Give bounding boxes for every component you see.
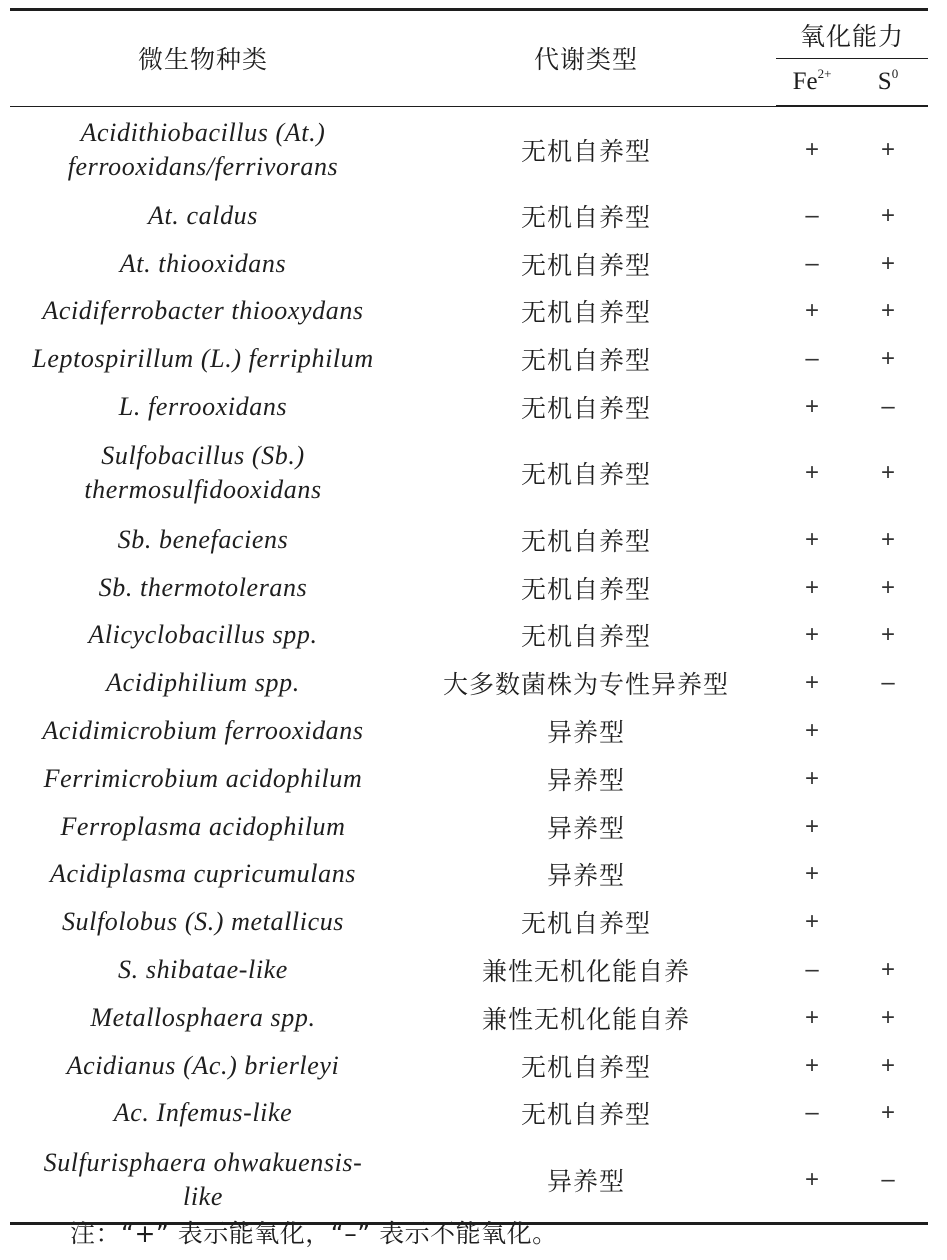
table-row bbox=[10, 383, 928, 431]
species-cell: S. shibatae-like bbox=[118, 955, 288, 985]
fe-cell: + bbox=[804, 525, 819, 553]
table-row bbox=[10, 240, 928, 288]
table-row bbox=[10, 288, 928, 336]
metabolism-cell: 异养型 bbox=[546, 861, 625, 891]
header-fe: $Fe^{2+}$ bbox=[776, 59, 848, 106]
microbe-table bbox=[10, 8, 928, 1225]
s-cell: + bbox=[880, 297, 895, 325]
metabolism-cell: 兼性无机化能自养 bbox=[481, 1004, 690, 1034]
fe-cell: + bbox=[804, 860, 819, 888]
fe-cell: – bbox=[805, 345, 819, 373]
s-cell bbox=[848, 707, 928, 755]
fe-cell: – bbox=[805, 249, 819, 277]
metabolism-cell: 无机自养型 bbox=[520, 250, 651, 280]
fe-cell: + bbox=[804, 135, 819, 163]
species-cell: Metallosphaera spp. bbox=[90, 1002, 316, 1032]
table-note: 注：“+” 表示能氧化，“–” 表示不能氧化。 bbox=[70, 1219, 558, 1248]
table-row bbox=[10, 612, 928, 660]
header-oxidation: 氧化能力 bbox=[776, 10, 928, 59]
fe-cell: + bbox=[804, 812, 819, 840]
species-cell: Alicyclobacillus spp. bbox=[88, 620, 318, 650]
s-cell bbox=[848, 898, 928, 946]
fe-cell: + bbox=[804, 669, 819, 697]
table-row bbox=[10, 1042, 928, 1090]
s-cell: + bbox=[880, 135, 895, 163]
s-cell: + bbox=[880, 345, 895, 373]
s-cell bbox=[848, 755, 928, 803]
fe-cell: + bbox=[776, 1137, 848, 1224]
species-cell: Leptospirillum (L.) ferriphilum bbox=[32, 344, 374, 374]
table-row bbox=[10, 335, 928, 383]
metabolism-cell: 无机自养型 bbox=[520, 298, 651, 328]
species-cell: Acidiphilium spp. bbox=[106, 668, 300, 698]
s-cell: + bbox=[880, 525, 895, 553]
fe-cell: + bbox=[804, 908, 819, 936]
table-row bbox=[10, 707, 928, 755]
s-cell: – bbox=[848, 1137, 928, 1224]
metabolism-cell: 无机自养型 bbox=[520, 346, 651, 376]
s-cell: + bbox=[880, 621, 895, 649]
header-species: 微生物种类 bbox=[10, 10, 396, 106]
s-cell: + bbox=[880, 459, 895, 487]
fe-cell: + bbox=[804, 621, 819, 649]
metabolism-cell: 无机自养型 bbox=[520, 460, 651, 490]
metabolism-cell: 兼性无机化能自养 bbox=[481, 957, 690, 987]
fe-cell: + bbox=[804, 573, 819, 601]
s-cell: – bbox=[881, 393, 895, 421]
table-row bbox=[10, 107, 928, 193]
header-metabolism: 代谢类型 bbox=[396, 10, 776, 106]
fe-cell: + bbox=[804, 764, 819, 792]
metabolism-cell: 异养型 bbox=[396, 1137, 776, 1224]
fe-cell: + bbox=[804, 297, 819, 325]
species-cell: Ferrimicrobium acidophilum bbox=[43, 763, 363, 793]
fe-cell: + bbox=[804, 1051, 819, 1079]
metabolism-cell: 无机自养型 bbox=[520, 574, 651, 604]
species-cell: At. caldus bbox=[148, 200, 258, 230]
metabolism-cell: 异养型 bbox=[546, 765, 625, 795]
metabolism-cell: 异养型 bbox=[546, 813, 625, 843]
s-cell bbox=[848, 851, 928, 899]
s-cell: + bbox=[880, 1003, 895, 1031]
fe-cell: – bbox=[805, 201, 819, 229]
species-cell: Acidiplasma cupricumulans bbox=[49, 859, 357, 889]
table-row bbox=[10, 192, 928, 240]
species-cell: Acidiferrobacter thiooxydans bbox=[42, 296, 364, 326]
table-row bbox=[10, 564, 928, 612]
table-row bbox=[10, 1137, 928, 1224]
species-cell: Acidimicrobium ferrooxidans bbox=[42, 716, 364, 746]
species-cell: L. ferrooxidans bbox=[118, 392, 288, 422]
species-cell: Sb. benefaciens bbox=[117, 524, 289, 554]
table-row bbox=[10, 659, 928, 707]
species-cell: Sulfobacillus (Sb.) thermosulfidooxidans bbox=[84, 441, 322, 505]
metabolism-cell: 无机自养型 bbox=[520, 394, 651, 424]
species-cell: Sulfurisphaera ohwakuensis- like bbox=[10, 1137, 396, 1224]
s-cell bbox=[848, 803, 928, 851]
table-row bbox=[10, 946, 928, 994]
s-cell: + bbox=[880, 1051, 895, 1079]
metabolism-cell: 大多数菌株为专性异养型 bbox=[442, 670, 729, 700]
metabolism-cell: 无机自养型 bbox=[520, 526, 651, 556]
table-row bbox=[10, 755, 928, 803]
metabolism-cell: 异养型 bbox=[546, 718, 625, 748]
s-cell: + bbox=[880, 249, 895, 277]
fe-cell: + bbox=[804, 459, 819, 487]
table-row bbox=[10, 1090, 928, 1138]
species-cell: Ac. Infemus-like bbox=[113, 1098, 293, 1128]
table-row bbox=[10, 851, 928, 899]
species-cell: Acidianus (Ac.) brierleyi bbox=[66, 1050, 340, 1080]
table-row bbox=[10, 516, 928, 564]
s-cell: + bbox=[880, 573, 895, 601]
metabolism-cell: 无机自养型 bbox=[520, 622, 651, 652]
s-cell: + bbox=[880, 956, 895, 984]
metabolism-cell: 无机自养型 bbox=[520, 136, 651, 166]
table-row bbox=[10, 898, 928, 946]
species-cell: Ferroplasma acidophilum bbox=[60, 811, 346, 841]
metabolism-cell: 无机自养型 bbox=[520, 1100, 651, 1130]
metabolism-cell: 无机自养型 bbox=[520, 202, 651, 232]
species-cell: At. thiooxidans bbox=[119, 248, 287, 278]
s-cell: – bbox=[881, 669, 895, 697]
table-row bbox=[10, 431, 928, 516]
fe-cell: + bbox=[804, 1003, 819, 1031]
s-cell: + bbox=[880, 1099, 895, 1127]
header-s: $S^0$ bbox=[848, 59, 928, 106]
metabolism-cell: 无机自养型 bbox=[520, 1052, 651, 1082]
s-cell: + bbox=[880, 201, 895, 229]
fe-cell: – bbox=[805, 956, 819, 984]
table-row bbox=[10, 803, 928, 851]
species-cell: Sulfolobus (S.) metallicus bbox=[61, 907, 345, 937]
metabolism-cell: 无机自养型 bbox=[520, 909, 651, 939]
fe-cell: – bbox=[805, 1099, 819, 1127]
species-cell: Sb. thermotolerans bbox=[98, 572, 308, 602]
fe-cell: + bbox=[804, 393, 819, 421]
table-row bbox=[10, 994, 928, 1042]
fe-cell: + bbox=[804, 717, 819, 745]
species-cell: Acidithiobacillus (At.) ferrooxidans/ferrivorans bbox=[67, 117, 339, 181]
